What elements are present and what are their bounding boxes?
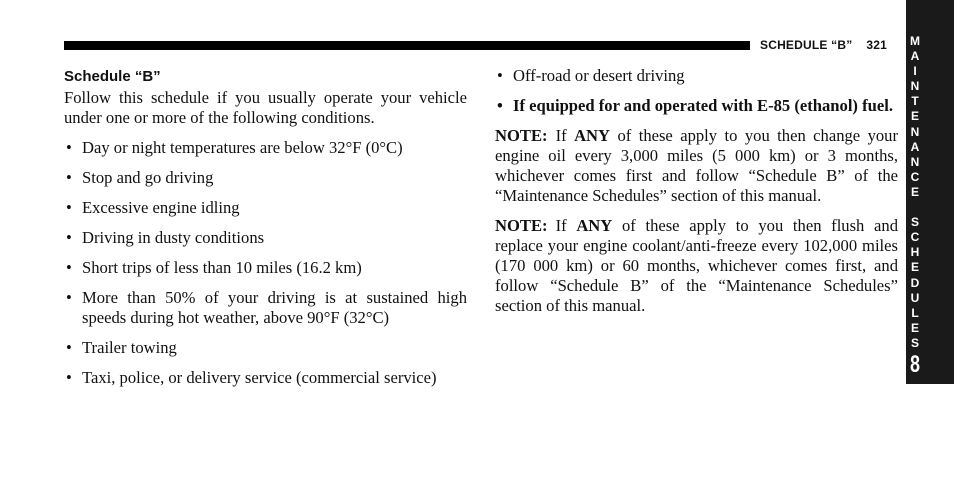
note-emphasis: ANY [576, 216, 613, 235]
note-oil-change [495, 126, 898, 206]
list-item: • Stop and go driving [64, 168, 467, 188]
chapter-number: 8 [909, 351, 921, 378]
note-lead: If [555, 126, 567, 145]
chapter-side-tab [906, 0, 954, 384]
list-item: • Trailer towing [64, 338, 467, 358]
side-letter: S [910, 215, 919, 230]
side-letter: C [910, 169, 920, 184]
note-coolant [495, 216, 898, 316]
list-item: • More than 50% of your driving is at sustained high speeds during hot weather, above 90°F (32°C) [64, 288, 467, 328]
side-letter: N [910, 154, 920, 169]
section-heading: Schedule “B” [64, 68, 161, 85]
list-item: • Taxi, police, or delivery service (commercial service) [64, 368, 467, 388]
side-letter: S [910, 335, 919, 350]
side-letter: H [910, 245, 920, 260]
conditions-list-continued [495, 66, 898, 116]
note-lead: If [555, 216, 567, 235]
running-header [760, 38, 887, 52]
side-letter: L [911, 305, 919, 320]
side-letter: A [910, 49, 920, 64]
side-letter: E [910, 320, 919, 335]
list-item-e85: • If equipped for and operated with E-85 (ethanol) fuel. [495, 96, 898, 116]
note-emphasis: ANY [574, 126, 611, 145]
note-text: of these apply to you then change your engine oil every 3,000 miles (5 000 km) or 3 months, whichever comes first and follow “Schedule B” of the “Maintenance Schedules” section of this manual. [495, 126, 899, 205]
side-letter: E [910, 260, 919, 275]
side-letter: N [910, 79, 920, 94]
note-label: NOTE: [495, 216, 548, 235]
side-letter: M [910, 34, 920, 48]
list-item: • Short trips of less than 10 miles (16.2 km) [64, 258, 467, 278]
note-text: of these apply to you then flush and replace your engine coolant/anti-freeze every 102,000 miles (170 000 km) or 60 months, whichever comes first, and follow “Schedule B” of the “Maintenance Schedules” section of this manual. [495, 216, 898, 315]
side-letter: D [910, 275, 920, 290]
header-title: SCHEDULE “B” [760, 38, 853, 52]
intro-paragraph: Follow this schedule if you usually operate your vehicle under one or more of the following conditions. [64, 88, 467, 127]
side-letter: U [910, 290, 920, 305]
side-letter: E [910, 109, 919, 124]
right-column [495, 66, 898, 316]
side-tab-label [906, 34, 924, 351]
side-letter: I [913, 64, 917, 79]
list-item: • Day or night temperatures are below 32°F (0°C) [64, 138, 467, 158]
side-letter: A [910, 139, 920, 154]
header-rule [64, 41, 750, 50]
list-item: • Driving in dusty conditions [64, 228, 467, 248]
conditions-list [64, 138, 467, 388]
list-item: • Off-road or desert driving [495, 66, 898, 86]
side-letter: T [911, 94, 919, 109]
page-number: 321 [866, 38, 888, 52]
side-letter: N [910, 124, 920, 139]
note-label: NOTE: [495, 126, 548, 145]
side-letter: E [910, 184, 919, 199]
side-letter: C [910, 230, 920, 245]
left-column [64, 66, 467, 388]
list-item: • Excessive engine idling [64, 198, 467, 218]
